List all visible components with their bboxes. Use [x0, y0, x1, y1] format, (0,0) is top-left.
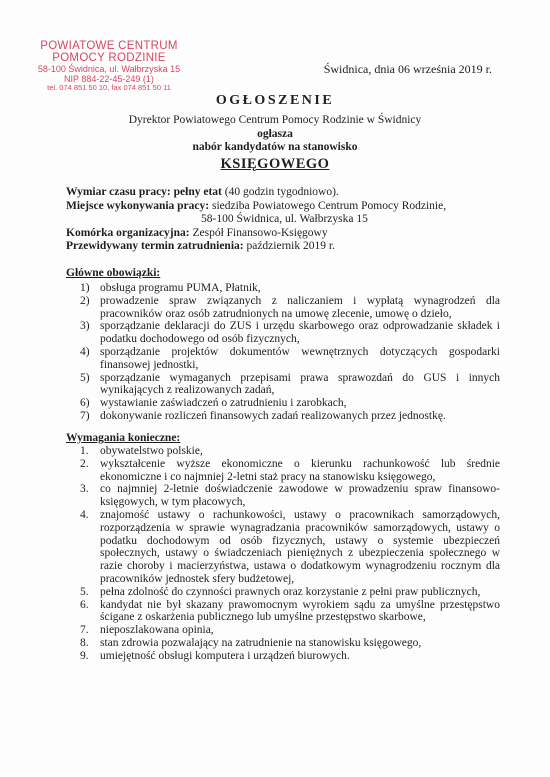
workplace-address: 58-100 Świdnica, ul. Wałbrzyska 15: [201, 213, 368, 226]
requirement-item: [66, 650, 500, 663]
duty-item-text: obsługa programu PUMA, Płatnik,: [100, 282, 261, 294]
duty-item-number: 5): [80, 371, 90, 384]
requirement-item: [66, 458, 500, 484]
start-term-label: Przewidywany termin zatrudnienia:: [66, 240, 244, 253]
position-name: KSIĘGOWEGO: [220, 155, 330, 172]
unit-row: [66, 227, 446, 241]
duty-item: [80, 372, 500, 398]
duty-item-number: 6): [80, 397, 90, 410]
duty-item: [80, 282, 500, 295]
duty-item-text: prowadzenie spraw związanych z naliczaniem i wypłatą wynagrodzeń dla pracowników oraz osób zatrudnionych na umowę zlecenie, umowę o dzieło,: [100, 294, 500, 320]
requirement-item: [66, 586, 500, 599]
duty-item: [80, 346, 500, 372]
requirement-item-number: 5.: [80, 585, 89, 598]
job-info: [66, 186, 446, 254]
duty-item: [80, 397, 500, 410]
workplace-row: [66, 200, 446, 214]
requirement-item-number: 3.: [80, 483, 89, 496]
duties-list: [80, 282, 500, 423]
requirements-list: [66, 445, 500, 663]
document-date: Świdnica, dnia 06 września 2019 r.: [323, 62, 492, 76]
duty-item-number: 7): [80, 409, 90, 422]
unit-label: Komórka organizacyjna:: [66, 226, 190, 239]
requirement-item-number: 8.: [80, 636, 89, 649]
requirement-item-number: 4.: [80, 508, 89, 521]
requirement-item: [66, 445, 500, 458]
duty-item-text: dokonywanie rozliczeń finansowych zadań realizowanych przez jednostkę.: [100, 409, 446, 422]
workplace-value: siedziba Powiatowego Centrum Pomocy Rodzinie,: [209, 199, 447, 212]
duty-item-number: 1): [80, 282, 90, 294]
duty-item-number: 2): [80, 294, 90, 307]
duty-item-text: sporządzanie projektów dokumentów wewnętrznych dotyczących gospodarki finansowej jednostki,: [100, 345, 500, 371]
requirement-item-number: 1.: [80, 445, 89, 457]
requirement-item-number: 2.: [80, 457, 89, 470]
requirement-item-text: stan zdrowia pozwalający na zatrudnienie na stanowisku księgowego,: [100, 636, 422, 649]
requirement-item-number: 7.: [80, 624, 89, 637]
duty-item: [80, 295, 500, 321]
start-term-value: październik 2019 r.: [243, 240, 335, 253]
unit-value: Zespół Finansowo-Księgowy: [189, 226, 328, 239]
duty-item: [80, 320, 500, 346]
requirement-item-number: 6.: [80, 598, 89, 611]
requirement-item-text: umiejętność obsługi komputera i urządzeń biurowych.: [100, 649, 350, 662]
requirement-item: [66, 637, 500, 650]
workplace-label: Miejsce wykonywania pracy:: [66, 199, 210, 212]
requirement-item-text: pełna zdolność do czynności prawnych oraz korzystanie z pełni praw publicznych,: [100, 585, 481, 598]
requirement-item: [66, 624, 500, 637]
requirement-item: [66, 509, 500, 586]
stamp-line: POMOCY RODZINIE: [52, 52, 166, 65]
duties-heading: Główne obowiązki:: [66, 267, 161, 279]
duty-item-text: sporządzanie deklaracji do ZUS i urzędu skarbowego oraz odprowadzanie składek i podatku dochodowego od osób fizycznych,: [100, 320, 500, 346]
duty-item-text: sporządzanie wymaganych przepisami prawa sprawozdań do GUS i innych wynikających z realizowanych zadań,: [100, 371, 500, 397]
requirement-item-text: co najmniej 2-letnie doświadczenie zawodowe w prowadzeniu spraw finansowo-księgowych, w tym płacowych,: [100, 483, 500, 509]
requirement-item: [66, 599, 500, 625]
duty-item-number: 4): [80, 345, 90, 358]
requirement-item-text: kandydat nie był skazany prawomocnym wyrokiem sądu za umyślne przestępstwo ścigane z oskarżenia publicznego lub umyślne przestępstwo skarbowe,: [100, 598, 500, 624]
intro-line: nabór kandydatów na stanowisko: [192, 141, 358, 153]
requirement-item-number: 9.: [80, 649, 89, 662]
stamp-line: tel. 074 851 50 10, fax 074 851 50 11: [47, 83, 171, 92]
intro-line: Dyrektor Powiatowego Centrum Pomocy Rodzinie w Świdnicy: [128, 114, 422, 126]
requirement-item-text: nieposzlakowana opinia,: [100, 624, 214, 637]
requirement-item: [66, 483, 500, 509]
requirement-item-text: obywatelstwo polskie,: [100, 445, 203, 457]
work-time-value: (40 godzin tygodniowo).: [221, 186, 339, 198]
stamp-line: NIP 884-22-45-249 (1): [64, 73, 154, 84]
stamp-line: 58-100 Świdnica, ul. Wałbrzyska 15: [37, 64, 181, 75]
duty-item-number: 3): [80, 320, 90, 333]
stamp-line: POWIATOWE CENTRUM: [40, 40, 178, 52]
intro-line: ogłasza: [257, 127, 293, 140]
requirement-item-text: znajomość ustawy o rachunkowości, ustawy o pracownikach samorządowych, rozporządzenia w sprawie wynagradzania pracowników samorządowych, ustawy o podatku dochodowym od osób fizycznych, ustawy o systemie ubezpieczeń społecznych, ustawy o świadczeniach pieniężnych z ubezpieczenia społecznego w razie choroby i macierzyństwa, ustawa o dodatkowym wynagrodzeniu rocznym dla pracowników jednostek sfery budżetowej,: [100, 508, 500, 585]
institution-stamp: [34, 40, 184, 92]
work-time-row: [66, 186, 446, 200]
duty-item-text: wystawianie zaświadczeń o zatrudnieniu i zarobkach,: [100, 397, 347, 410]
requirement-item-text: wykształcenie wyższe ekonomiczne o kierunku rachunkowość lub średnie ekonomiczne i co najmniej 2-letni staż pracy na stanowisku księgowego,: [100, 457, 500, 483]
document-title: OGŁOSZENIE: [215, 93, 335, 108]
start-term-row: [66, 240, 446, 254]
requirements-heading: Wymagania konieczne:: [66, 432, 181, 444]
duty-item: [80, 410, 500, 423]
announcement-intro: [0, 114, 550, 173]
work-time-label: Wymiar czasu pracy: pełny etat: [66, 186, 222, 198]
